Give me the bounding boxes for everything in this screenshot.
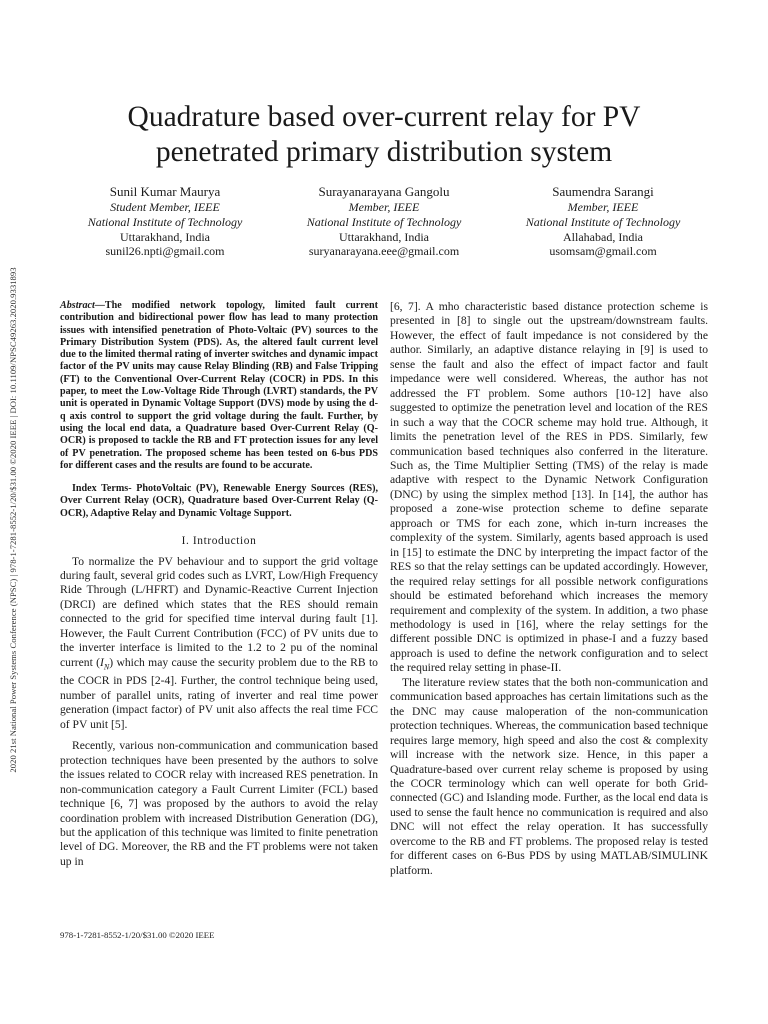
author-location: Allahabad, India	[563, 229, 643, 244]
author-name: Surayanarayana Gangolu	[318, 184, 450, 199]
author-email[interactable]: suryanarayana.eee@gmail.com	[308, 244, 460, 259]
author-name: Saumendra Sarangi	[552, 184, 654, 199]
author-role: Student Member, IEEE	[110, 200, 220, 214]
author-email[interactable]: usomsam@gmail.com	[549, 244, 657, 259]
author-block	[60, 184, 708, 264]
author-location: Uttarakhand, India	[120, 229, 210, 244]
paper-title	[60, 100, 708, 170]
author-institution: National Institute of Technology	[525, 214, 681, 229]
section-heading-introduction: I. Introduction	[181, 535, 257, 548]
nominal-current-subscript: N	[103, 661, 110, 671]
right-column	[390, 300, 708, 878]
left-column	[60, 300, 378, 869]
intro-paragraph-3: [6, 7]. A mho characteristic based distance protection scheme is presented in [8] to single out the upstream/downstream faults. However, the effect of fault impedance is not considered by the author. Similarly, an adaptive distance relaying in [9] is used to sense the fault and also the effect of impact factor and fault impedance were well considered. Whereas, the author has not addressed the FT problem. Some authors [10-12] have also suggested to optimize the penetration level and location of the RES in such a way that the COCR scheme may hold true. Although, it limits the penetration level of the RES in PDS. Similarly, few communication based techniques also conferred in the literature. Such as, the Time Multiplier Setting (TMS) of the relay is made adaptive with respect to the Dynamic Network Configuration (DNC) by using the simplex method [13]. In [14], the author has proposed a zone-wise protection scheme to define separate approach or TMS for each zone, which in-turn increases the complexity of the system. Similarly, agents based approach is used in [15] to estimate the DNC by interpreting the impact factor of the RES so that the relay settings can be updated accordingly. However, the required relay settings for all possible network configurations should be estimated beforehand which increases the memory requirement and complexity of the system. In addition, a two phase methodology is used in [16], where the relay settings for the different possible DNC is optimized in phase-I and a fuzzy based approach is used to define the network configuration and to select the required relay setting in phase-II.	[390, 300, 708, 675]
intro-p1-before: To normalize the PV behaviour and to support the grid voltage during fault, several grid codes such as LVRT, Low/High Frequency Ride Through (L/HFRT) and Dynamic-Reactive Current Injection (DRCI) are defined which states that the RES should remain connected to the grid for specified time interval during fault [1]. However, the Fault Current Contribution (FCC) of PV units due to the inverter interface is limited to the 1.2 to 2 pu of the nominal current (	[60, 554, 378, 669]
paper-title-line-2: penetrated primary distribution system	[155, 136, 613, 168]
intro-paragraph-2: Recently, various non-communication and communication based protection techniques have been presented by the authors to solve the issues related to COCR relay with increased RES penetration. In non-communication category a Fault Current Limiter (FCL) based technique [6, 7] was proposed by the authors to avoid the relay coordination problem with increased Distribution Generation (DG), but the application of this technique was limited to finite penetration level of DG. Moreover, the RB and the FT problems were not taken up in	[60, 739, 378, 868]
intro-p1-after: ) which may cause the security problem due to the RB to the COCR in PDS [2-4]. Further, the control technique being used, number of parallel units, rating of inverter and real time power generation (impact factor) of PV unit also affects the real time FCC of PV unit [5].	[60, 655, 378, 731]
author-role: Member, IEEE	[567, 200, 639, 214]
doi-side-note	[6, 240, 20, 800]
author-1	[60, 184, 270, 259]
author-name: Sunil Kumar Maurya	[109, 184, 221, 199]
author-email[interactable]: sunil26.npti@gmail.com	[105, 244, 225, 259]
author-role: Member, IEEE	[348, 200, 420, 214]
author-institution: National Institute of Technology	[87, 214, 243, 229]
copyright-footer: 978-1-7281-8552-1/20/$31.00 ©2020 IEEE	[60, 930, 215, 940]
author-3	[498, 184, 708, 259]
author-institution: National Institute of Technology	[306, 214, 462, 229]
doi-side-note-text: 2020 21st National Power Systems Conference (NPSC) | 978-1-7281-8552-1/20/$31.00 ©2020 IEEE | DOI: 10.1109/NPSC49263.2020.9331893	[8, 267, 18, 773]
author-2	[279, 184, 489, 259]
nominal-current-symbol: I	[100, 655, 104, 669]
abstract-label: Abstract	[60, 300, 95, 311]
intro-paragraph-1	[60, 555, 378, 733]
abstract-text: —The modified network topology, limited fault current contribution and bidirectional power flow has lead to many protection issues with intensified penetration of Photo-Voltaic (PV) sources to the Primary Distribution System (PDS). As, the altered fault current level due to the limited thermal rating of inverter switches and dynamic impact factor of the PV units may cause Relay Blinding (RB) and False Tripping (FT) to the Conventional Over-Current Relay (COCR) in PDS. In this paper, to meet the Low-Voltage Ride Through (LVRT) standards, the PV unit is operated in Dynamic Voltage Support (DVS) mode by using the d-q axis control to support the grid voltage during the fault. Further, by using the local end data, a Quadrature based Over-Current Relay (Q-OCR) is proposed to tackle the RB and FT protection issues for any level of PV penetration. The proposed scheme has been tested on 6-bus PDS for different cases and the results are found to be accurate.	[60, 300, 379, 471]
index-terms: Index Terms- PhotoVoltaic (PV), Renewable Energy Sources (RES), Over Current Relay (OCR), Quadrature based Over-Current Relay (Q-OCR), Adaptive Relay and Dynamic Voltage Support.	[60, 483, 378, 519]
author-location: Uttarakhand, India	[339, 229, 429, 244]
abstract	[60, 300, 378, 472]
paper-title-line-1: Quadrature based over-current relay for PV	[127, 101, 641, 133]
intro-paragraph-4: The literature review states that the both non-communication and communication based approaches has certain limitations such as the the DNC may cause maloperation of the non-communication protection techniques. Whereas, the communication based technique requires large memory, high speed and also the cost & complexity will increase with the network size. Hence, in this paper a Quadrature-based over current relay scheme is proposed by using the COCR terminology which can well operate for both Grid-connected (GC) and Islanding mode. Further, as the local end data is used to sense the fault hence no communication is required and also DNC will not effect the relay operation. It has successfully overcome to the RB and FT problems. The proposed relay is tested for different cases on 6-Bus PDS by using MATLAB/SIMULINK platform.	[390, 675, 708, 877]
